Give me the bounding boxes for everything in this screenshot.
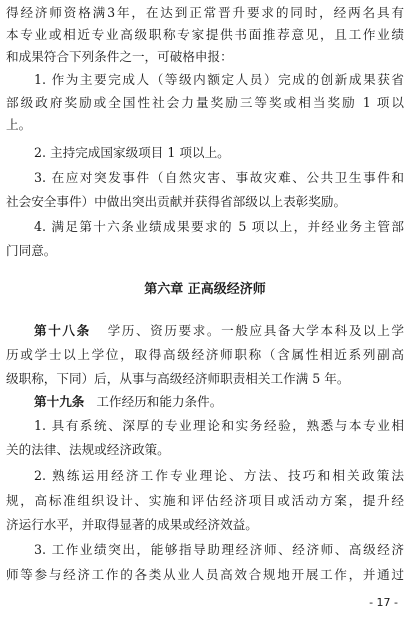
list-item-2-cont: 济运行水平，并取得显著的成果或经济效益。 xyxy=(6,517,258,532)
list-item-4-cont: 门同意。 xyxy=(6,243,57,258)
list-item-2-cont: 规，高标准组织设计、实施和评估经济项目或活动方案，提升经 xyxy=(6,493,404,508)
chapter-heading: 第六章 正高级经济师 xyxy=(144,282,266,297)
list-item-4: 4. 满足第十六条业绩成果要求的 5 项以上，并经业务主管部 xyxy=(34,219,404,234)
article-18-line xyxy=(34,322,404,340)
article-18-line: 历或学士以上学位，取得高级经济师职称（含属性相近系列副高 xyxy=(6,347,404,362)
list-item-1: 1. 作为主要完成人（等级内额定人员）完成的创新成果获省 xyxy=(34,72,404,87)
list-item-2: 2. 熟练运用经济工作专业理论、方法、技巧和相关政策法 xyxy=(34,468,404,483)
list-item-3: 3. 在应对突发事件（自然灾害、事故灾难、公共卫生事件和 xyxy=(34,170,404,185)
article-18-text: 学历、资历要求。一般应具备大学本科及以上学 xyxy=(107,323,405,338)
list-item-3: 3. 工作业绩突出，能够指导助理经济师、经济师、高级经济 xyxy=(34,542,404,557)
page-number: - 17 - xyxy=(369,596,398,609)
list-item-1-cont: 上。 xyxy=(6,117,32,132)
list-item-1: 1. 具有系统、深厚的专业理论和实务经验，熟悉与本专业相 xyxy=(34,418,404,433)
paragraph-line: 本专业或相近专业高级职称专家提供书面推荐意见，且工作业绩 xyxy=(6,27,404,42)
paragraph-line: 和成果符合下列条件之一，可破格申报： xyxy=(6,49,233,64)
article-18-line: 级职称，下同）后，从事与高级经济师职责相关工作满 5 年。 xyxy=(6,371,350,386)
article-18-label: 第十八条 xyxy=(34,323,91,338)
article-19-line xyxy=(34,393,404,411)
paragraph-line: 得经济师资格满3年，在达到正常晋升要求的同时，经两名具有 xyxy=(6,5,404,20)
list-item-3-cont: 社会安全事件）中做出突出贡献并获得省部级以上表彰奖励。 xyxy=(6,194,347,209)
list-item-1-cont: 部级政府奖励或全国性社会力量奖励三等奖或相当奖励 1 项以 xyxy=(6,95,404,110)
list-item-3-cont: 师等参与经济工作的各类从业人员高效合规地开展工作，并通过 xyxy=(6,567,404,582)
list-item-2: 2. 主持完成国家级项目 1 项以上。 xyxy=(34,145,230,160)
article-19-text: 工作经历和能力条件。 xyxy=(96,394,223,409)
list-item-1-cont: 关的法律、法规或经济政策。 xyxy=(6,442,170,457)
article-19-label: 第十九条 xyxy=(34,394,85,409)
